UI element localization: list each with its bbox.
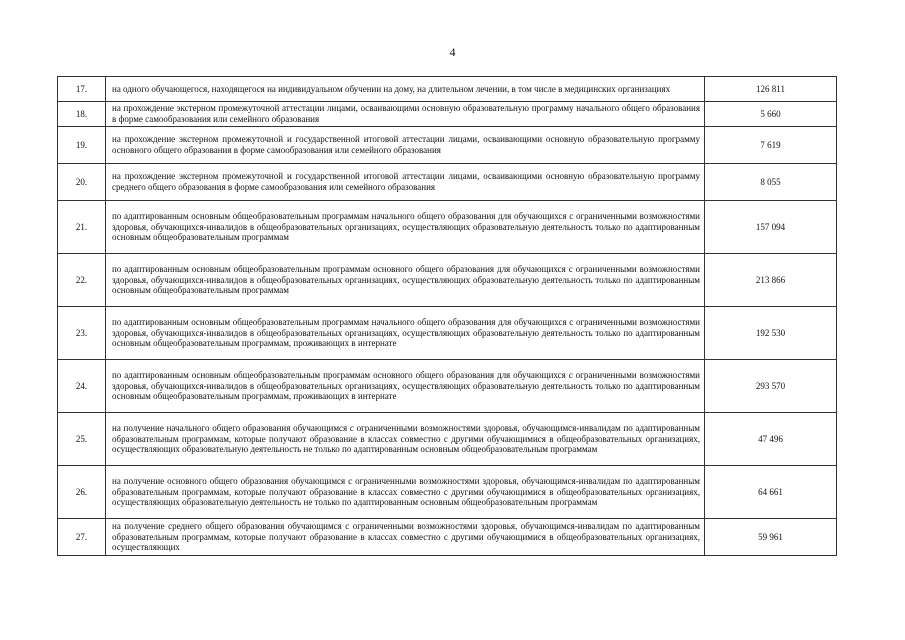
row-value: 192 530 [705, 307, 837, 360]
row-number: 23. [58, 307, 106, 360]
table-row [58, 360, 837, 413]
row-value: 64 661 [705, 466, 837, 519]
table-row [58, 201, 837, 254]
row-number: 17. [58, 77, 106, 102]
row-number: 22. [58, 254, 106, 307]
row-value: 213 866 [705, 254, 837, 307]
row-value: 5 660 [705, 102, 837, 127]
row-description: на получение начального общего образования обучающимся с ограниченными возможностями здоровья, обучающимся-инвалидам по адаптированным образовательным программам, которые получают образование в классах совместно с другими обучающимися в общеобразовательных организациях, осуществляющих образовательную деятельность не только по адаптированным основным общеобразовательным программам [106, 413, 705, 466]
row-value: 59 961 [705, 519, 837, 556]
table-row [58, 102, 837, 127]
row-number: 20. [58, 164, 106, 201]
table-row [58, 254, 837, 307]
row-description: по адаптированным основным общеобразовательным программам основного общего образования для обучающихся с ограниченными возможностями здоровья, обучающихся-инвалидов в общеобразовательных организациях, осуществляющих образовательную деятельность только по адаптированным основным общеобразовательным программам [106, 254, 705, 307]
row-value: 7 619 [705, 127, 837, 164]
row-number: 26. [58, 466, 106, 519]
table-row [58, 307, 837, 360]
row-value: 8 055 [705, 164, 837, 201]
row-description: по адаптированным основным общеобразовательным программам основного общего образования для обучающихся с ограниченными возможностями здоровья, обучающихся-инвалидов в общеобразовательных организациях, осуществляющих образовательную деятельность только по адаптированным основным общеобразовательным программам, проживающих в интернате [106, 360, 705, 413]
row-number: 25. [58, 413, 106, 466]
row-description: на получение среднего общего образования обучающимся с ограниченными возможностями здоровья, обучающимся-инвалидам по адаптированным образовательным программам, которые получают образование в классах совместно с другими обучающимися в общеобразовательных организациях, осуществляющих [106, 519, 705, 556]
table-row [58, 77, 837, 102]
table-row [58, 413, 837, 466]
row-description: по адаптированным основным общеобразовательным программам начального общего образования для обучающихся с ограниченными возможностями здоровья, обучающихся-инвалидов в общеобразовательных организациях, осуществляющих образовательную деятельность только по адаптированным основным общеобразовательным программам [106, 201, 705, 254]
normatives-table [57, 76, 837, 556]
row-value: 157 094 [705, 201, 837, 254]
table-row [58, 519, 837, 556]
row-description: на получение основного общего образования обучающимся с ограниченными возможностями здоровья, обучающимся-инвалидам по адаптированным образовательным программам, которые получают образование в классах совместно с другими обучающимися в общеобразовательных организациях, осуществляющих образовательную деятельность не только по адаптированным основным общеобразовательным программам [106, 466, 705, 519]
row-value: 47 496 [705, 413, 837, 466]
row-description: на прохождение экстерном промежуточной и государственной итоговой аттестации лицами, осваивающими основную образовательную программу среднего общего образования в форме самообразования или семейного образования [106, 164, 705, 201]
row-description: по адаптированным основным общеобразовательным программам начального общего образования для обучающихся с ограниченными возможностями здоровья, обучающихся-инвалидов в общеобразовательных организациях, осуществляющих образовательную деятельность только по адаптированным основным общеобразовательным программам, проживающих в интернате [106, 307, 705, 360]
row-number: 18. [58, 102, 106, 127]
table-row [58, 466, 837, 519]
row-description: на прохождение экстерном промежуточной аттестации лицами, осваивающими основную образовательную программу начального общего образования в форме самообразования или семейного образования [106, 102, 705, 127]
row-description: на прохождение экстерном промежуточной и государственной итоговой аттестации лицами, осваивающими основную образовательную программу основного общего образования в форме самообразования или семейного образования [106, 127, 705, 164]
row-value: 126 811 [705, 77, 837, 102]
page-number: 4 [449, 45, 456, 59]
row-number: 27. [58, 519, 106, 556]
row-number: 24. [58, 360, 106, 413]
table-row [58, 164, 837, 201]
row-number: 21. [58, 201, 106, 254]
row-number: 19. [58, 127, 106, 164]
row-description: на одного обучающегося, находящегося на индивидуальном обучении на дому, на длительном лечении, в том числе в медицинских организациях [106, 77, 705, 102]
row-value: 293 570 [705, 360, 837, 413]
table-row [58, 127, 837, 164]
